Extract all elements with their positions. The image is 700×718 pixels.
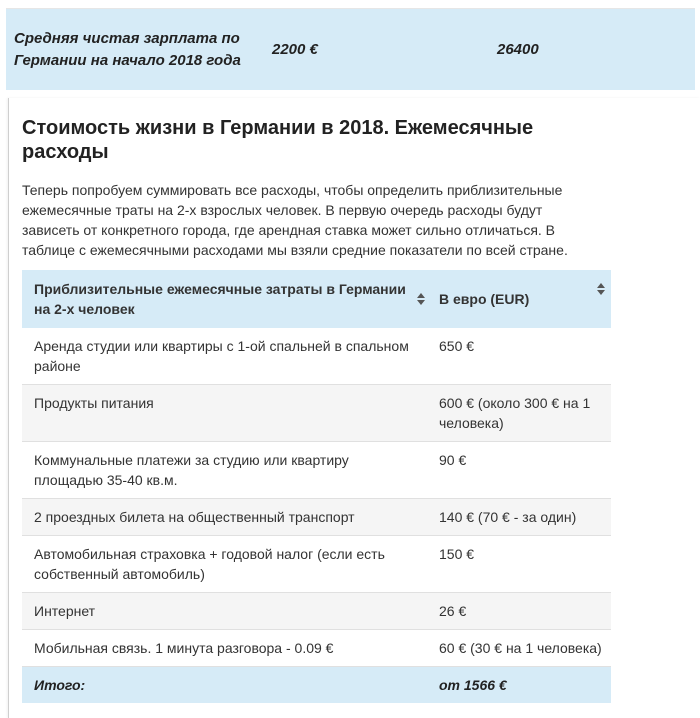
section-heading: Стоимость жизни в Германии в 2018. Ежемесячные расходы	[22, 117, 534, 163]
table-row	[22, 328, 611, 385]
column-header-euro[interactable]	[428, 270, 611, 328]
table-row	[22, 593, 611, 630]
column-header-label: В евро (EUR)	[439, 291, 530, 307]
table-total-row	[22, 667, 611, 704]
column-header-label: Приблизительные ежемесячные затраты в Германии на 2-х человек	[34, 281, 406, 317]
expense-cost: 150 €	[428, 536, 611, 593]
expenses-table	[22, 270, 611, 703]
article-section	[8, 98, 700, 718]
expense-item: Продукты питания	[22, 385, 428, 442]
table-row	[22, 499, 611, 536]
expense-item: Аренда студии или квартиры с 1-ой спальней в спальном районе	[22, 328, 428, 385]
sort-icon[interactable]	[597, 283, 605, 295]
salary-summary-row	[6, 8, 695, 90]
expense-cost: 26 €	[428, 593, 611, 630]
expense-cost: 600 € (около 300 € на 1 человека)	[428, 385, 611, 442]
total-cost: от 1566 €	[428, 667, 611, 704]
expense-item: Мобильная связь. 1 минута разговора - 0.09 €	[22, 630, 428, 667]
column-header-expense[interactable]	[22, 270, 428, 328]
expense-cost: 140 € (70 € - за один)	[428, 499, 611, 536]
expense-item: Коммунальные платежи за студию или квартиру площадью 35-40 кв.м.	[22, 442, 428, 499]
expense-cost: 650 €	[428, 328, 611, 385]
total-label: Итого:	[22, 667, 428, 704]
salary-summary-yearly: 26400	[497, 40, 539, 58]
intro-paragraph: Теперь попробуем суммировать все расходы, чтобы определить приблизительные ежемесячные траты на 2-х взрослых человек. В первую очередь расходы будут зависеть от конкретного города, где арендная ставка может сильно отличаться. В таблице с ежемесячными расходами мы взяли средние показатели по всей стране.	[22, 182, 568, 258]
table-row	[22, 385, 611, 442]
table-header-row	[22, 270, 611, 328]
sort-icon[interactable]	[417, 293, 425, 305]
salary-summary-monthly: 2200 €	[272, 40, 318, 58]
expense-item: Автомобильная страховка + годовой налог (если есть собственный автомобиль)	[22, 536, 428, 593]
table-row	[22, 630, 611, 667]
salary-summary-label: Средняя чистая зарплата по Германии на начало 2018 года	[14, 29, 241, 69]
expense-item: Интернет	[22, 593, 428, 630]
expense-cost: 90 €	[428, 442, 611, 499]
expense-item: 2 проездных билета на общественный транспорт	[22, 499, 428, 536]
table-row	[22, 536, 611, 593]
table-row	[22, 442, 611, 499]
expense-cost: 60 € (30 € на 1 человека)	[428, 630, 611, 667]
